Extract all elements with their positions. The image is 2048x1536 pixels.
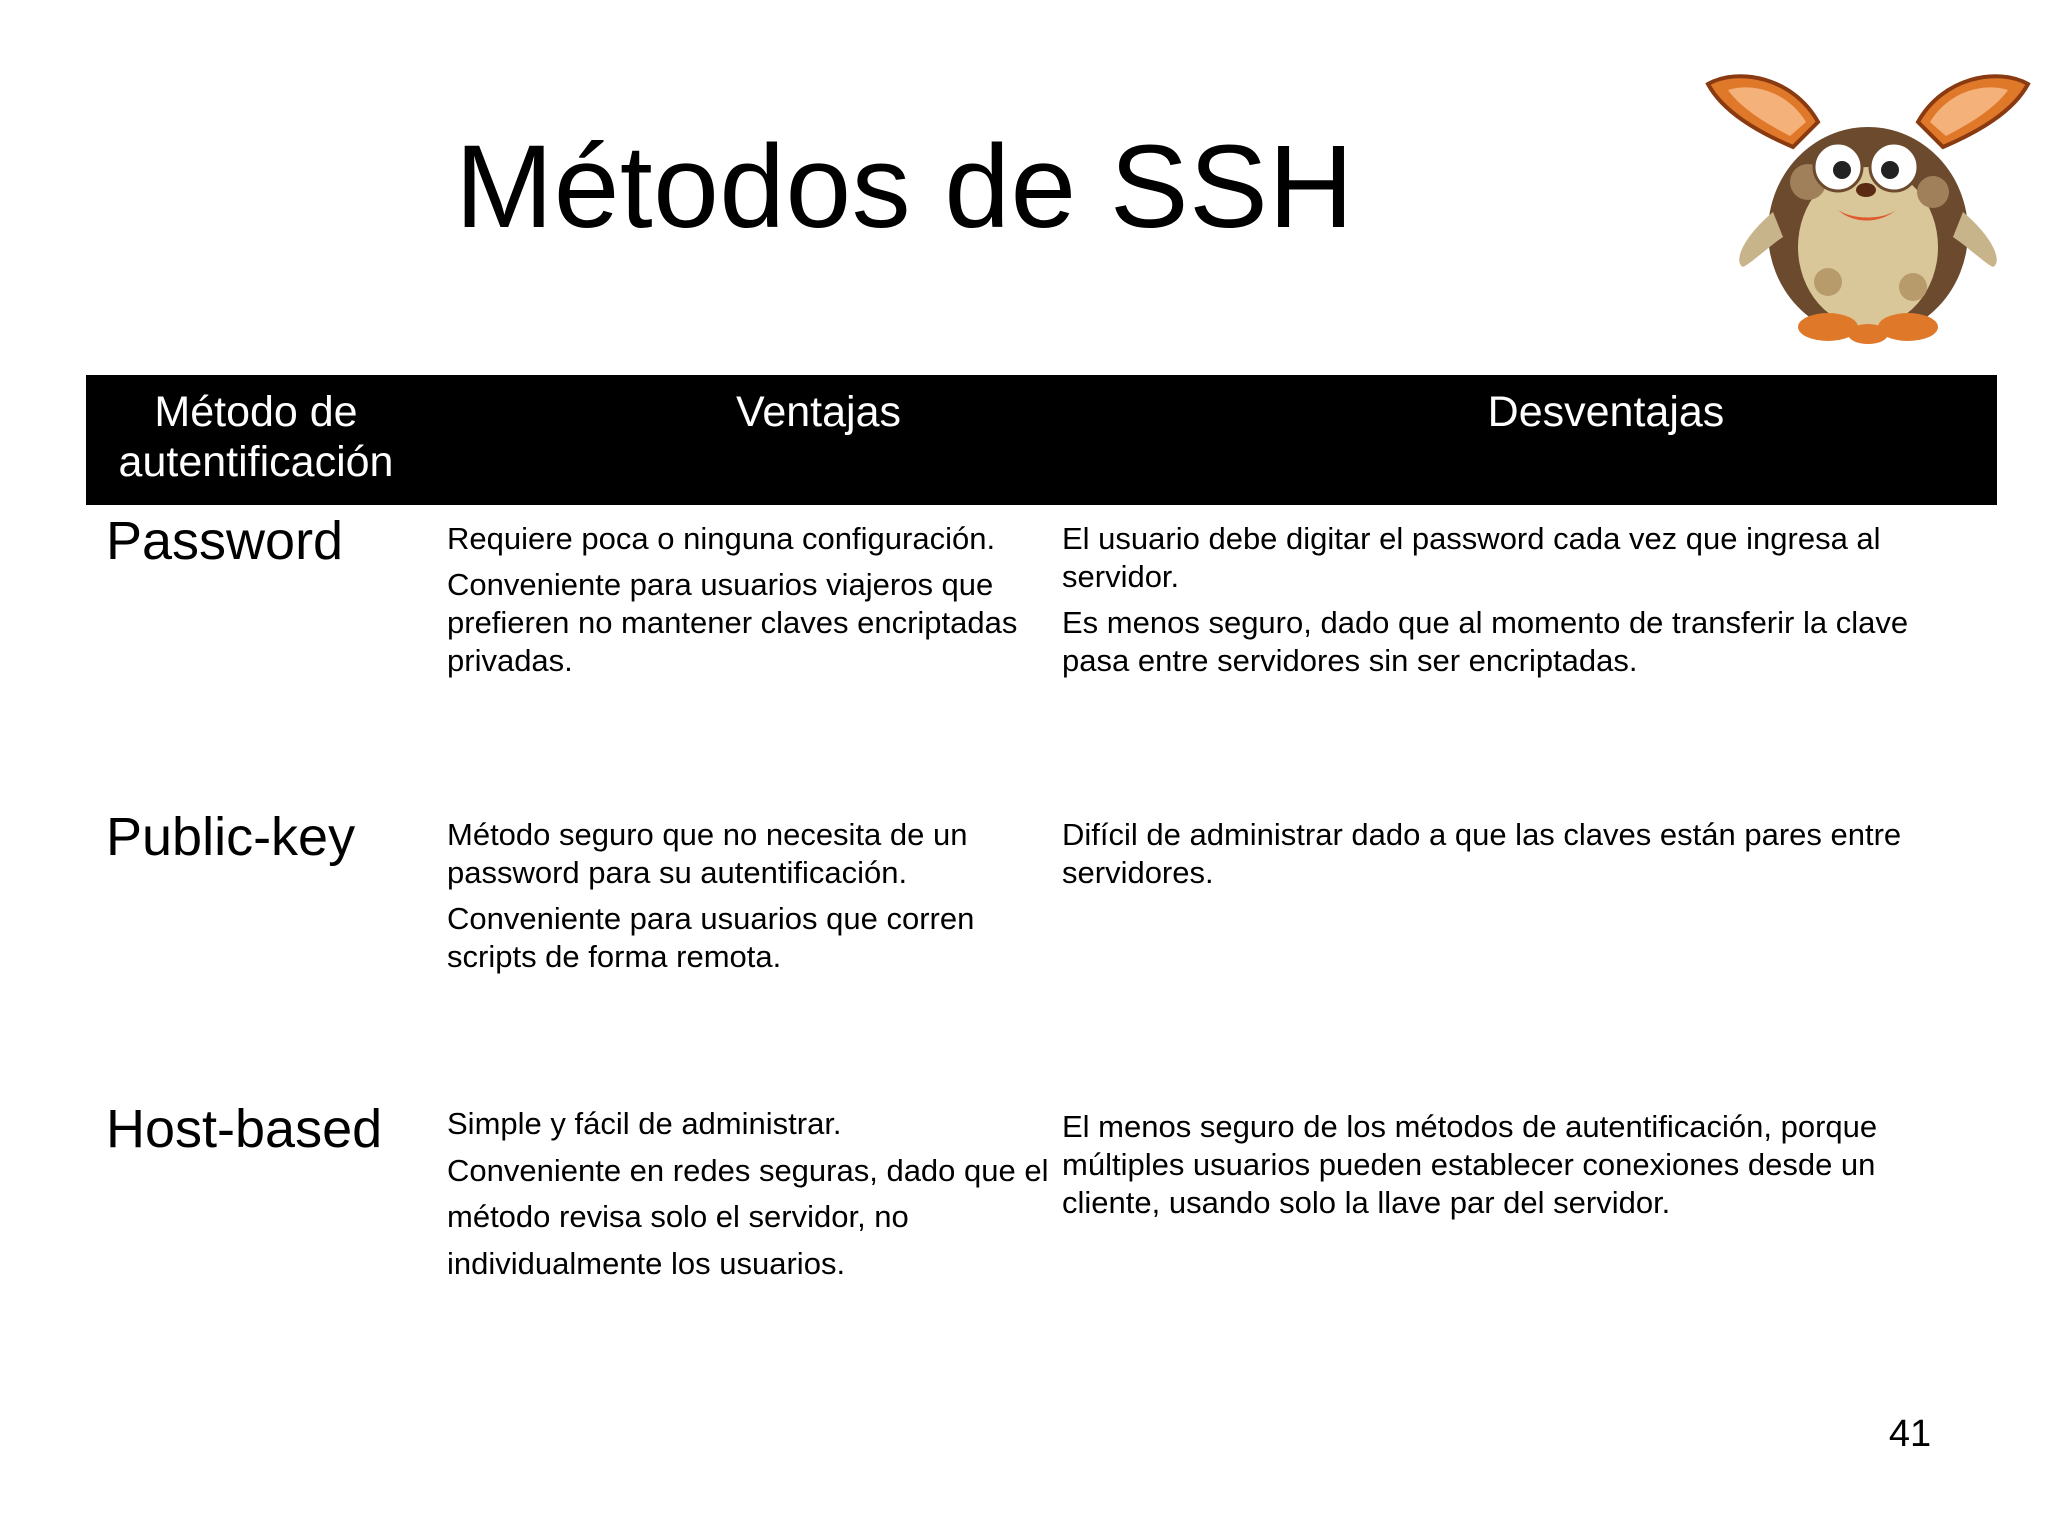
disadvantages-cell <box>1062 520 1982 688</box>
method-name: Host-based <box>106 1099 383 1159</box>
slide-title: Métodos de SSH <box>455 121 1355 253</box>
disadvantage-item: El menos seguro de los métodos de autentificación, porque múltiples usuarios pueden establecer conexiones desde un cliente, usando solo la llave par del servidor. <box>1062 1109 1878 1220</box>
table-header <box>86 375 1997 505</box>
method-name: Public-key <box>106 807 356 867</box>
advantage-item: Conveniente en redes seguras, dado que el método revisa solo el servidor, no individualmente los usuarios. <box>447 1152 1049 1281</box>
disadvantage-item: Difícil de administrar dado a que las claves están pares entre servidores. <box>1062 817 1902 890</box>
header-disadvantages: Desventajas <box>1487 388 1725 436</box>
disadvantages-cell <box>1062 1108 1982 1230</box>
advantage-item: Simple y fácil de administrar. <box>447 1106 842 1141</box>
disadvantages-cell <box>1062 816 1982 900</box>
header-method: Método de autentificación <box>118 388 394 486</box>
header-advantages: Ventajas <box>736 388 901 436</box>
advantage-item: Conveniente para usuarios viajeros que prefieren no mantener claves encriptadas privadas. <box>447 567 1018 678</box>
disadvantage-item: Es menos seguro, dado que al momento de transferir la clave pasa entre servidores sin ser encriptadas. <box>1062 605 1909 678</box>
advantages-cell <box>447 520 1057 688</box>
gremlin-mascot-icon <box>1698 62 2038 352</box>
page-number: 41 <box>1888 1413 1932 1455</box>
advantages-cell <box>447 1101 1057 1287</box>
advantages-cell <box>447 816 1057 984</box>
advantage-item: Requiere poca o ninguna configuración. <box>447 521 996 556</box>
advantage-item: Método seguro que no necesita de un password para su autentificación. <box>447 817 968 890</box>
disadvantage-item: El usuario debe digitar el password cada vez que ingresa al servidor. <box>1062 521 1881 594</box>
method-name: Password <box>106 511 344 571</box>
advantage-item: Conveniente para usuarios que corren scripts de forma remota. <box>447 901 975 974</box>
